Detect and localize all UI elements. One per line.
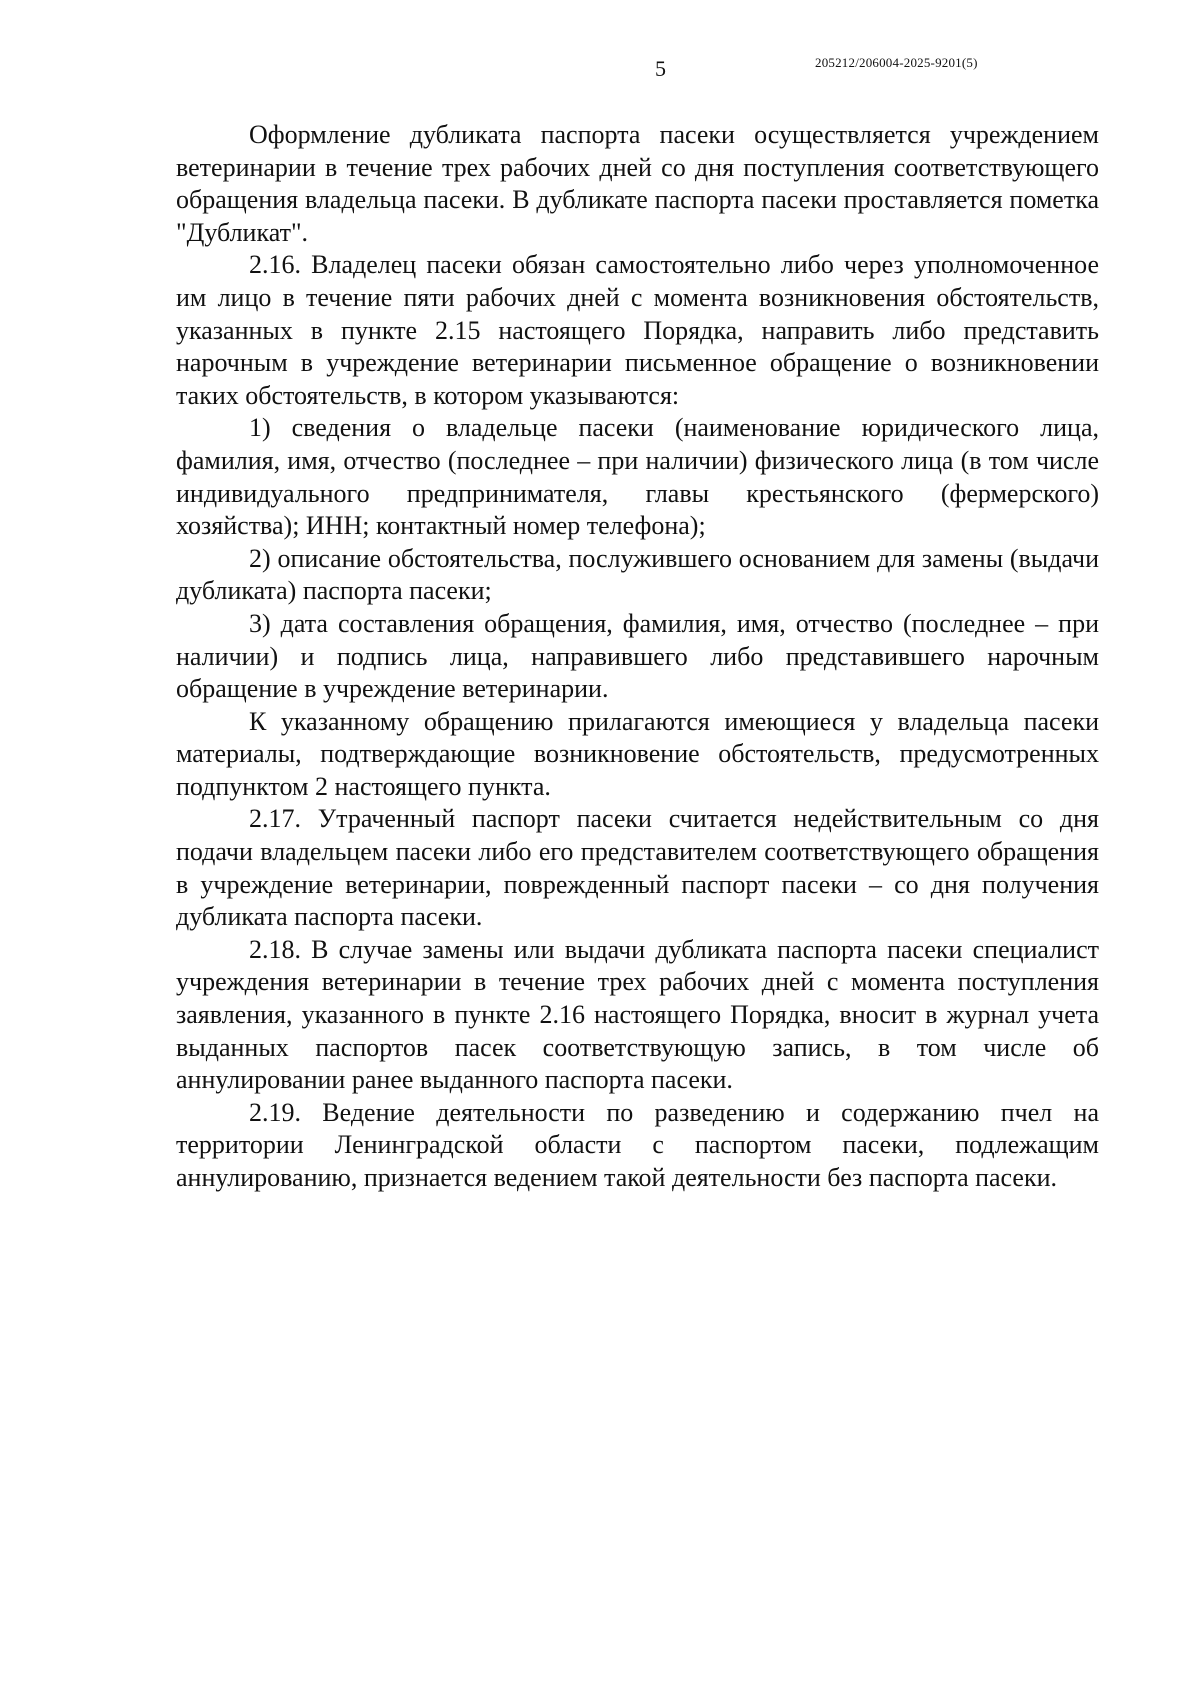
paragraph-duplicate-issuance: Оформление дубликата паспорта пасеки осуществляется учреждением ветеринарии в течение трех рабочих дней со дня поступления соответствующего обращения владельца пасеки. В дубликате паспорта пасеки проставляется пометка "Дубликат". [176, 120, 1099, 247]
list-item-date-and-signature: 3) дата составления обращения, фамилия, имя, отчество (последнее – при наличии) и подпись лица, направившего либо представившего нарочным обращение в учреждение ветеринарии. [176, 608, 1099, 704]
page-number: 5 [655, 56, 666, 81]
paragraph-2-18: 2.18. В случае замены или выдачи дубликата паспорта пасеки специалист учреждения ветеринарии в течение трех рабочих дней с момента поступления заявления, указанного в пункте 2.16 настоящего Порядка, вносит в журнал учета выданных паспортов пасек соответствующую запись, в том числе об аннулировании ранее выданного паспорта пасеки. [176, 934, 1099, 1095]
document-body [176, 119, 1099, 1195]
list-item-owner-info: 1) сведения о владельце пасеки (наименование юридического лица, фамилия, имя, отчество (последнее – при наличии) физического лица (в том числе индивидуального предпринимателя, главы крестьянского (фермерского) хозяйства); ИНН; контактный номер телефона); [176, 413, 1099, 541]
paragraph-2-16: 2.16. Владелец пасеки обязан самостоятельно либо через уполномоченное им лицо в течение пяти рабочих дней с момента возникновения обстоятельств, указанных в пункте 2.15 настоящего Порядка, направить либо представить нарочным в учреждение ветеринарии письменное обращение о возникновении таких обстоятельств, в котором указываются: [176, 250, 1099, 410]
paragraph-2-17: 2.17. Утраченный паспорт пасеки считается недействительным со дня подачи владельцем пасеки либо его представителем соответствующего обращения в учреждение ветеринарии, поврежденный паспорт пасеки – со дня получения дубликата паспорта пасеки. [176, 804, 1099, 932]
paragraph-2-19: 2.19. Ведение деятельности по разведению и содержанию пчел на территории Ленинградской области с паспортом пасеки, подлежащим аннулированию, признается ведением такой деятельности без паспорта пасеки. [176, 1097, 1099, 1192]
paragraph-attachments: К указанному обращению прилагаются имеющиеся у владельца пасеки материалы, подтверждающие возникновение обстоятельств, предусмотренных подпунктом 2 настоящего пункта. [176, 706, 1099, 801]
list-item-circumstance-description: 2) описание обстоятельства, послужившего основанием для замены (выдачи дубликата) паспорта пасеки; [176, 543, 1099, 606]
document-code: 205212/206004-2025-9201(5) [815, 55, 978, 70]
